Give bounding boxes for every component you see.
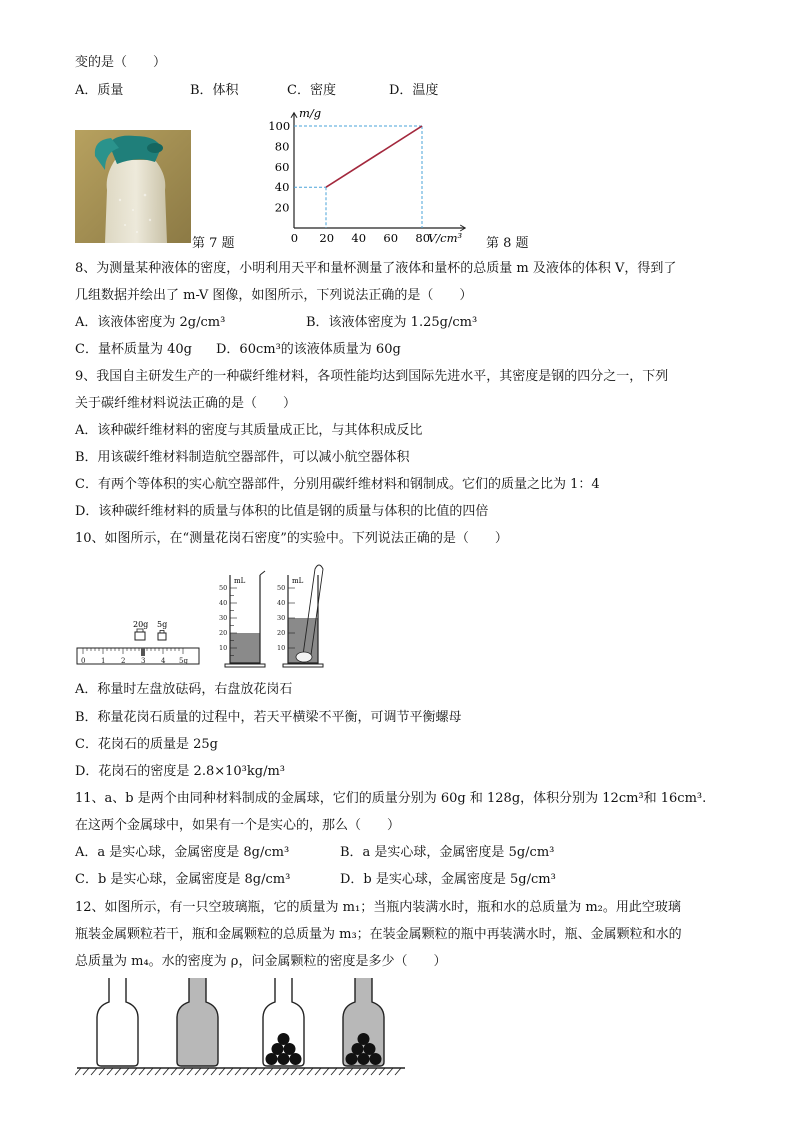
q8-stem-line1: 8、为测量某种液体的密度，小明利用天平和量杯测量了液体和量杯的总质量 m 及液体的体积 V，得到了 [75, 261, 677, 276]
weight-5g-label: 5g [157, 620, 168, 629]
svg-text:1: 1 [101, 657, 106, 665]
q10-option-c: C．花岗石的质量是 25g [75, 737, 218, 752]
q7-stem-tail: 变的是（ ） [75, 55, 167, 70]
x-tick-label: 80 [415, 231, 431, 245]
q11-option-b: B．a 是实心球，金属密度是 5g/cm³ [340, 845, 555, 860]
weight-20g-label: 20g [133, 620, 149, 629]
q7-option-b: B．体积 [190, 83, 239, 98]
y-tick-label: 60 [274, 159, 290, 174]
svg-text:mL: mL [234, 577, 246, 585]
bottle [343, 978, 384, 1066]
metal-bead [266, 1053, 278, 1065]
svg-text:4: 4 [161, 657, 166, 665]
q9-option-c: C．有两个等体积的实心航空器部件，分别用碳纤维材料和钢制成。它们的质量之比为 1：4 [75, 477, 600, 492]
bottles-figure [75, 978, 410, 1080]
svg-text:30: 30 [277, 614, 286, 622]
metal-bead [346, 1053, 358, 1065]
q10-stem: 10、如图所示，在“测量花岗石密度”的实验中。下列说法正确的是（ ） [75, 531, 508, 546]
q9-stem-line1: 9、我国自主研发生产的一种碳纤维材料，各项性能均达到国际先进水平，其密度是钢的四分之一，下列 [75, 369, 669, 384]
fig8-caption: 第 8 题 [486, 236, 529, 251]
svg-text:mL: mL [292, 577, 304, 585]
y-axis-label: m/g [299, 106, 322, 120]
q9-option-a: A．该种碳纤维材料的密度与其质量成正比，与其体积成反比 [75, 423, 423, 438]
metal-bead [278, 1053, 290, 1065]
measuring-cylinder-water [219, 571, 265, 667]
svg-text:40: 40 [219, 599, 228, 607]
svg-text:2: 2 [121, 657, 126, 665]
x-tick-label: 40 [351, 231, 367, 245]
metal-bead [358, 1053, 370, 1065]
q12-stem-line2: 瓶装金属颗粒若干，瓶和金属颗粒的总质量为 m₃；在装金属颗粒的瓶中再装满水时，瓶、金属颗粒和水的 [75, 927, 682, 942]
q8-option-c: C．量杯质量为 40g [75, 342, 192, 357]
metal-bead [290, 1053, 302, 1065]
svg-text:30: 30 [219, 614, 228, 622]
x-tick-label: 0 [290, 231, 299, 245]
q8-stem-line2: 几组数据并绘出了 m-V 图像，如图所示，下列说法正确的是（ ） [75, 288, 473, 303]
q7-option-a: A．质量 [75, 83, 124, 98]
x-tick-label: 60 [383, 231, 399, 245]
weight-20g-icon [135, 632, 145, 640]
metal-bead [272, 1043, 284, 1055]
svg-text:20: 20 [219, 629, 228, 637]
q12-stem-line3: 总质量为 m₄。水的密度为 ρ，问金属颗粒的密度是多少（ ） [75, 954, 447, 969]
metal-bead [364, 1043, 376, 1055]
svg-text:10: 10 [219, 644, 228, 652]
q11-option-d: D．b 是实心球，金属密度是 5g/cm³ [340, 872, 556, 887]
y-tick-label: 40 [274, 180, 290, 195]
bottle [263, 978, 304, 1066]
svg-text:20: 20 [277, 629, 286, 637]
q8-option-d: D．60cm³的该液体质量为 60g [216, 342, 401, 357]
q11-option-c: C．b 是实心球，金属密度是 8g/cm³ [75, 872, 291, 887]
x-tick-label: 20 [319, 231, 335, 245]
measuring-cylinder-with-granite [277, 565, 323, 667]
q7-option-d: D．温度 [389, 83, 439, 98]
q11-option-a: A．a 是实心球，金属密度是 8g/cm³ [75, 845, 290, 860]
q9-stem-line2: 关于碳纤维材料说法正确的是（ ） [75, 396, 297, 411]
q7-option-c: C．密度 [287, 83, 336, 98]
bottle [177, 978, 218, 1066]
q9-option-d: D．该种碳纤维材料的质量与体积的比值是钢的质量与体积的比值的四倍 [75, 504, 489, 519]
granite-experiment-figure [75, 563, 345, 671]
q10-option-a: A．称量时左盘放砝码，右盘放花岗石 [75, 682, 293, 697]
q10-option-b: B．称量花岗石质量的过程中，若天平横梁不平衡，可调节平衡螺母 [75, 710, 462, 725]
svg-text:10: 10 [277, 644, 286, 652]
m-v-chart [262, 106, 487, 248]
series-line [326, 126, 422, 187]
balance-ruler [77, 648, 199, 665]
y-tick-label: 100 [268, 119, 291, 133]
metal-bead [284, 1043, 296, 1055]
svg-text:40: 40 [277, 599, 286, 607]
q11-stem-line1: 11、a、b 是两个由同种材料制成的金属球，它们的质量分别为 60g 和 128g，体积分别为 12cm³和 16cm³. [75, 791, 707, 806]
q10-option-d: D．花岗石的密度是 2.8×10³kg/m³ [75, 764, 285, 779]
bottle-photo [75, 130, 191, 243]
x-axis-label: V/cm³ [428, 231, 463, 245]
y-tick-label: 20 [274, 200, 290, 215]
svg-text:0: 0 [81, 657, 86, 665]
metal-bead [278, 1033, 290, 1045]
fig7-caption: 第 7 题 [192, 236, 235, 251]
y-tick-label: 80 [274, 139, 290, 154]
metal-bead [352, 1043, 364, 1055]
metal-bead [370, 1053, 382, 1065]
q8-option-b: B．该液体密度为 1.25g/cm³ [306, 315, 478, 330]
metal-bead [358, 1033, 370, 1045]
q8-option-a: A．该液体密度为 2g/cm³ [75, 315, 226, 330]
svg-text:5g: 5g [179, 657, 188, 665]
svg-text:50: 50 [277, 584, 286, 592]
q11-stem-line2: 在这两个金属球中，如果有一个是实心的，那么（ ） [75, 818, 401, 833]
svg-text:50: 50 [219, 584, 228, 592]
svg-text:3: 3 [141, 657, 146, 665]
q9-option-b: B．用该碳纤维材料制造航空器部件，可以减小航空器体积 [75, 450, 410, 465]
weight-5g-icon [158, 633, 166, 640]
bottle [97, 978, 138, 1066]
q12-stem-line1: 12、如图所示，有一只空玻璃瓶，它的质量为 m₁；当瓶内装满水时，瓶和水的总质量为 m₂。用此空玻璃 [75, 900, 681, 915]
